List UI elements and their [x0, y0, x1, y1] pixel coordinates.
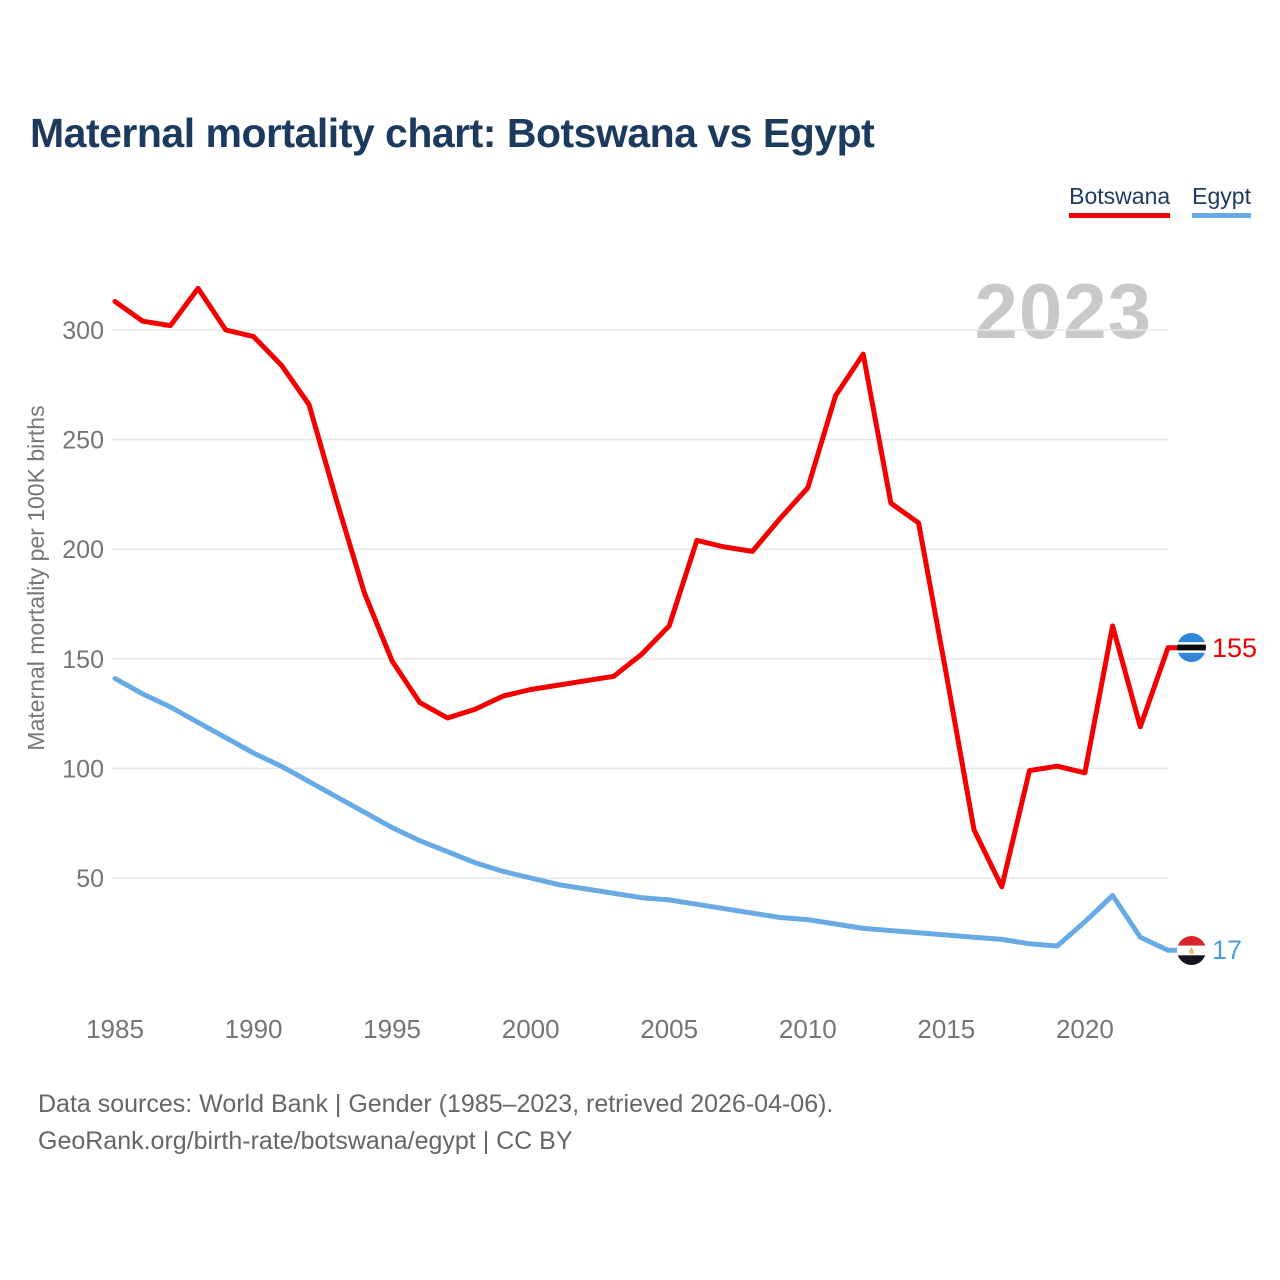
page-title: Maternal mortality chart: Botswana vs Egypt: [30, 110, 875, 156]
x-tick-label: 1995: [363, 1014, 422, 1044]
x-tick-label: 2005: [640, 1014, 699, 1044]
x-tick-label: 1990: [224, 1014, 283, 1044]
x-tick-label: 2000: [501, 1014, 560, 1044]
egypt-flag-icon: [1177, 936, 1206, 970]
legend-item-egypt[interactable]: Egypt: [1192, 183, 1251, 218]
x-tick-label: 2020: [1055, 1014, 1114, 1044]
y-tick-label: 300: [62, 317, 104, 345]
x-tick-label: 1985: [86, 1014, 144, 1044]
footer-attribution: [38, 1086, 833, 1160]
year-watermark: 2023: [974, 267, 1152, 355]
egypt-end-value: 17: [1212, 935, 1243, 965]
x-tick-label: 2015: [917, 1014, 976, 1044]
y-tick-label: 150: [62, 645, 104, 674]
footer-url-line: GeoRank.org/birth-rate/botswana/egypt | CC BY: [38, 1127, 573, 1155]
series-line-botswana: [115, 288, 1178, 886]
footer-sources-line: Data sources: World Bank | Gender (1985–2023, retrieved 2026-04-06).: [38, 1090, 834, 1118]
y-axis-title: Maternal mortality per 100K births: [23, 405, 49, 751]
legend-item-botswana[interactable]: Botswana: [1069, 183, 1170, 218]
y-tick-label: 200: [62, 536, 104, 565]
y-tick-label: 100: [62, 755, 104, 784]
y-tick-label: 250: [62, 426, 104, 455]
botswana-flag-icon: [1177, 633, 1206, 667]
botswana-end-value: 155: [1212, 633, 1258, 663]
x-tick-label: 2010: [778, 1014, 837, 1044]
y-tick-label: 50: [76, 865, 104, 893]
